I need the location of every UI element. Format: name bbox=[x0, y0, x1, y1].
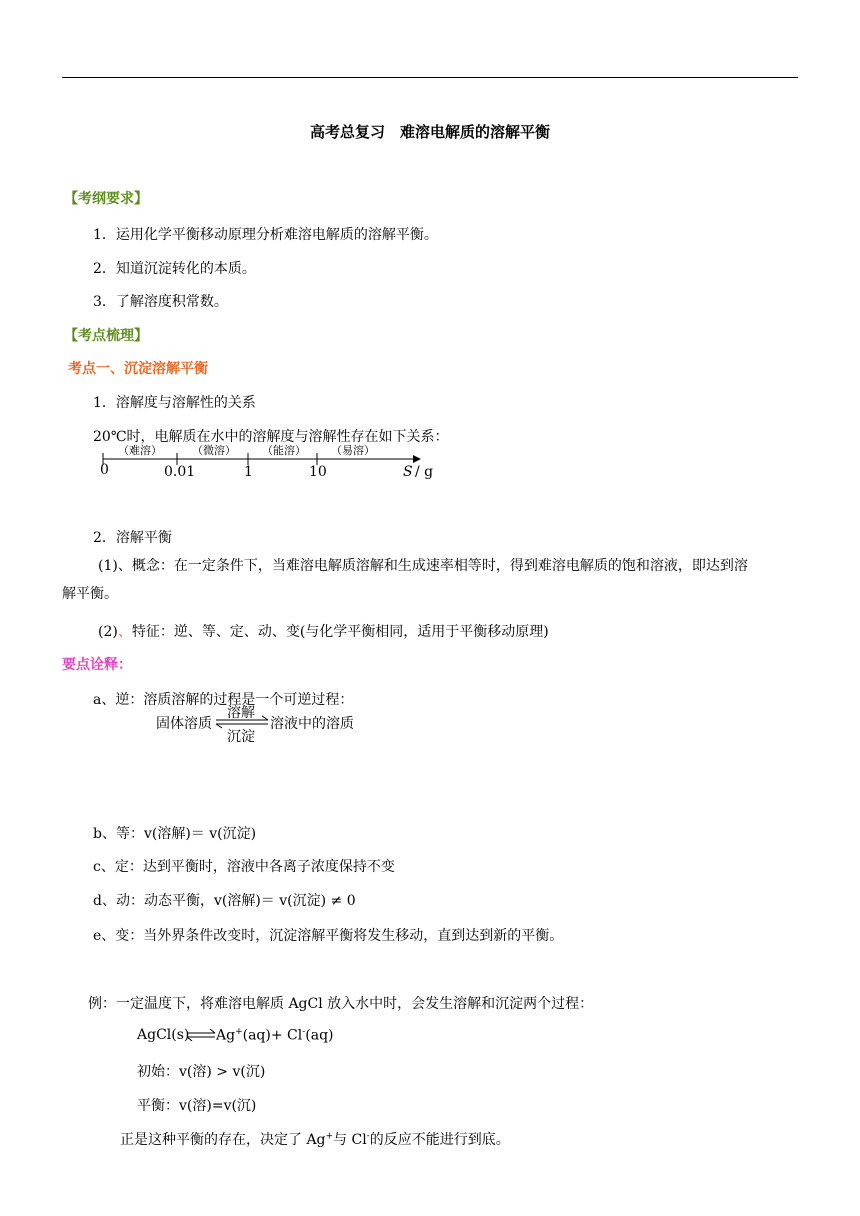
item-b: b、等：v(溶解)＝ v(沉淀) bbox=[93, 826, 257, 842]
item-a: a、逆：溶质溶解的过程是一个可逆过程： bbox=[93, 692, 354, 708]
item-d: d、动：动态平衡，v(溶解)＝ v(沉淀) ≠ 0 bbox=[93, 893, 356, 909]
eq-right: 溶液中的溶质 bbox=[270, 716, 354, 732]
scale-arrow-icon bbox=[413, 455, 421, 463]
ag-sup: + bbox=[235, 1027, 243, 1037]
feature-sep: 、 bbox=[117, 624, 132, 640]
cl-aq: (aq) bbox=[305, 1027, 334, 1044]
key-heading: 要点诠释： bbox=[62, 657, 132, 673]
item-c: c、定：达到平衡时，溶液中各离子浓度保持不变 bbox=[93, 859, 395, 875]
point1-heading: 考点一、沉淀溶解平衡 bbox=[68, 361, 208, 377]
conclusion-sup2: - bbox=[366, 1131, 370, 1142]
example-text: 例：一定温度下，将难溶电解质 AgCl 放入水中时，会发生溶解和沉淀两个过程： bbox=[88, 996, 594, 1012]
sub1-text: 20℃时，电解质在水中的溶解度与溶解性存在如下关系： bbox=[93, 429, 449, 445]
item-e: e、变：当外界条件改变时，沉淀溶解平衡将发生移动，直到达到新的平衡。 bbox=[93, 928, 564, 944]
conclusion-a: 正是这种平衡的存在，决定了 Ag bbox=[120, 1132, 326, 1148]
page-title: 高考总复习 难溶电解质的溶解平衡 bbox=[309, 123, 550, 141]
feature-num: (2) bbox=[98, 624, 118, 640]
sub2-heading: 2．溶解平衡 bbox=[93, 530, 172, 546]
eq-bottom: 沉淀 bbox=[227, 729, 255, 745]
scale-tick-1: 1 bbox=[244, 464, 253, 480]
conclusion-c: 的反应不能进行到底。 bbox=[369, 1132, 510, 1148]
sub1-heading: 1．溶解度与溶解性的关系 bbox=[93, 395, 256, 411]
cl-sup: - bbox=[302, 1027, 306, 1037]
concept-text-cont: 解平衡。 bbox=[62, 586, 118, 602]
scale-label-slightly: （微溶） bbox=[192, 444, 236, 457]
scale-unit-s: S bbox=[403, 464, 413, 480]
eq-left: 固体溶质 bbox=[156, 716, 212, 732]
agcl-left: AgCl(s) bbox=[137, 1027, 190, 1043]
concept-text: (1)、概念：在一定条件下，当难溶电解质溶解和生成速率相等时，得到难溶电解质的饱和溶液，即达到溶 bbox=[98, 558, 748, 574]
conclusion-text bbox=[120, 1129, 510, 1149]
scale-label-easily: （易溶） bbox=[331, 444, 375, 457]
agcl-products bbox=[216, 1027, 334, 1044]
outline-item-1: 1．运用化学平衡移动原理分析难溶电解质的溶解平衡。 bbox=[93, 227, 438, 243]
conclusion-sup1: + bbox=[325, 1131, 334, 1142]
conclusion-b: 与 Cl bbox=[333, 1132, 367, 1148]
scale-tick-10: 10 bbox=[309, 464, 327, 480]
ag-text: Ag bbox=[216, 1027, 236, 1044]
feature-text bbox=[98, 621, 549, 641]
header-rule bbox=[62, 77, 798, 78]
scale-tick-001: 0.01 bbox=[164, 464, 196, 480]
eq-top: 溶解 bbox=[227, 705, 255, 721]
scale-label-soluble: （能溶） bbox=[262, 444, 306, 457]
ag-aq: (aq)+ Cl bbox=[242, 1027, 303, 1044]
scale-label-insoluble: （难溶） bbox=[118, 444, 162, 457]
agcl-reversible-arrow-icon bbox=[186, 1029, 216, 1041]
outline-heading: 【考纲要求】 bbox=[64, 191, 148, 207]
scale-unit-g: / g bbox=[415, 464, 434, 480]
initial-text: 初始：v(溶) > v(沉) bbox=[137, 1064, 266, 1080]
points-heading: 【考点梳理】 bbox=[64, 328, 148, 344]
outline-item-2: 2．知道沉淀转化的本质。 bbox=[93, 261, 256, 277]
outline-item-3: 3．了解溶度积常数。 bbox=[93, 294, 228, 310]
scale-tick-0: 0 bbox=[100, 462, 109, 478]
balance-text: 平衡：v(溶)=v(沉) bbox=[137, 1098, 257, 1114]
feature-body: 特征：逆、等、定、动、变(与化学平衡相同，适用于平衡移动原理) bbox=[131, 624, 549, 640]
reversible-arrow-icon bbox=[214, 715, 270, 729]
